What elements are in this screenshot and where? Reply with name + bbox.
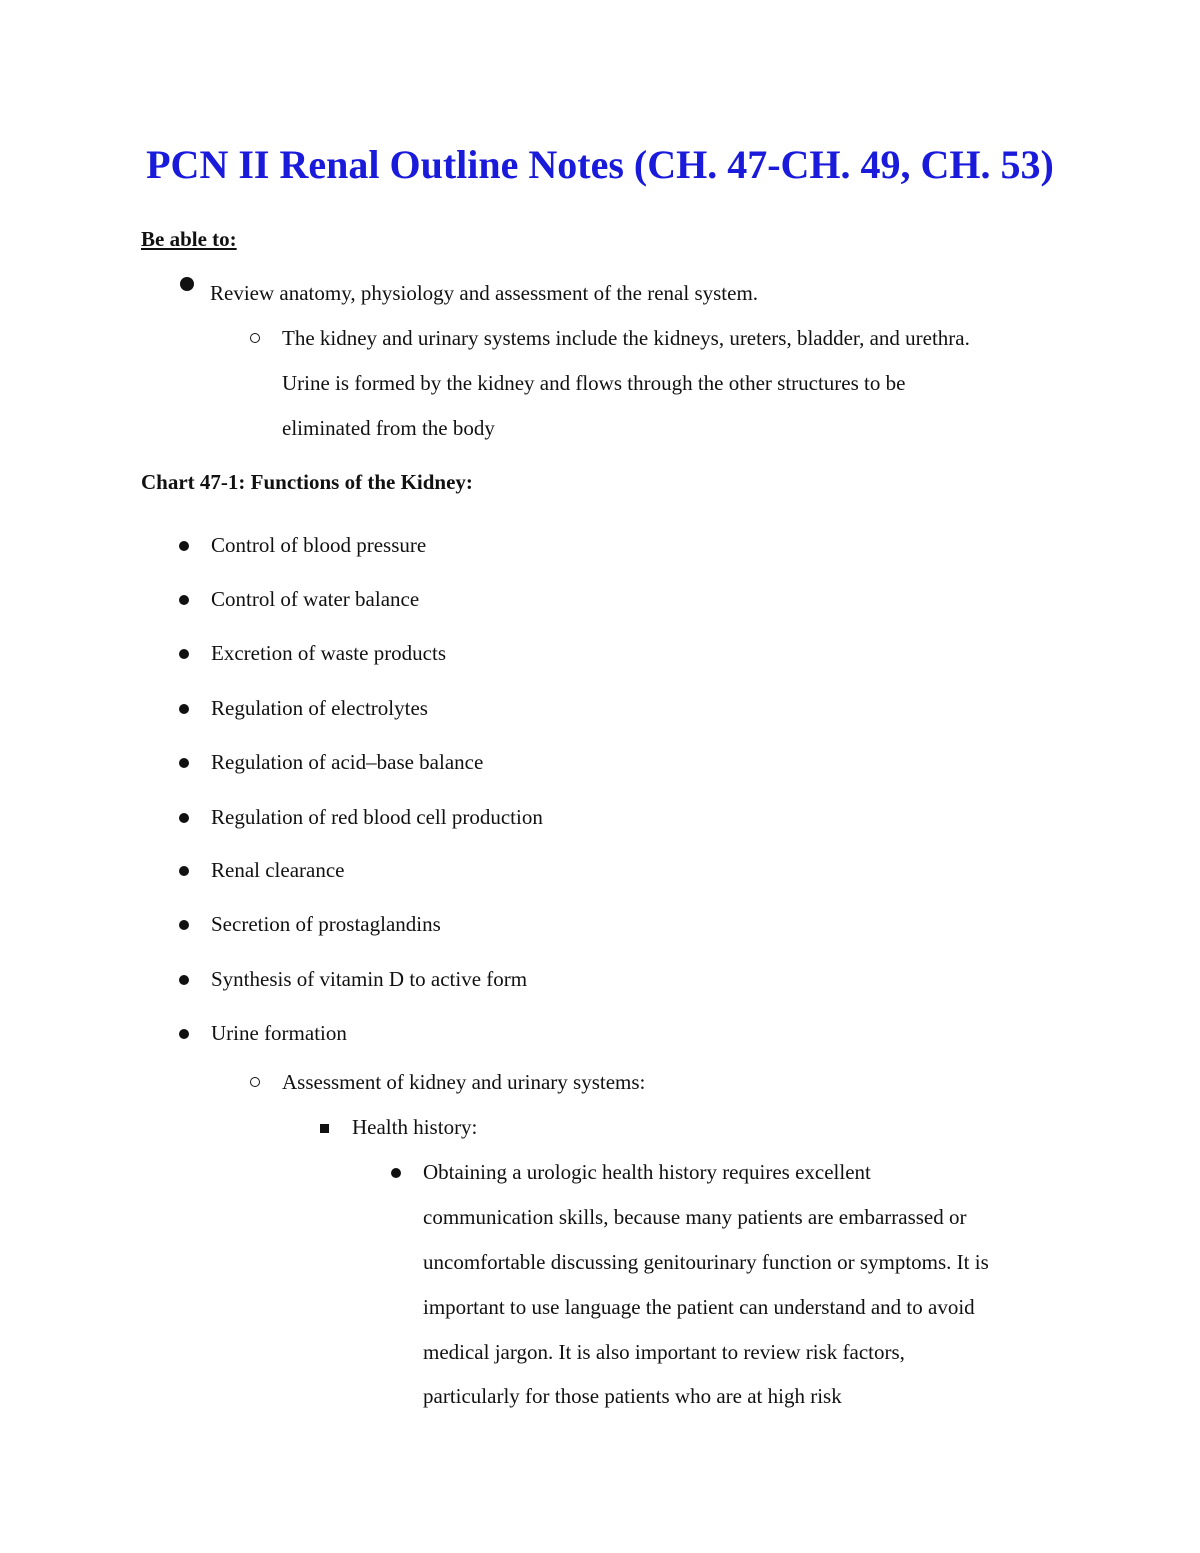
function-item: Control of water balance <box>211 587 420 611</box>
function-item: Control of blood pressure <box>211 533 427 557</box>
disc-bullet-icon <box>391 1168 401 1178</box>
function-item: Regulation of red blood cell production <box>211 805 543 829</box>
be-able-to-heading: Be able to: <box>141 227 237 251</box>
function-item: Regulation of acid–base balance <box>211 750 484 774</box>
disc-bullet-icon <box>179 704 189 714</box>
disc-bullet-icon <box>179 866 189 876</box>
disc-bullet-icon <box>179 595 189 605</box>
kidney-note-line-3: eliminated from the body <box>282 416 495 440</box>
disc-bullet-icon <box>180 277 194 291</box>
disc-bullet-icon <box>179 649 189 659</box>
disc-bullet-icon <box>179 541 189 551</box>
circle-bullet-icon <box>250 1077 260 1087</box>
kidney-note-line-1: The kidney and urinary systems include the kidneys, ureters, bladder, and urethra. <box>282 326 970 350</box>
function-item: Urine formation <box>211 1021 347 1045</box>
health-history-line-4: important to use language the patient can understand and to avoid <box>423 1295 975 1319</box>
disc-bullet-icon <box>179 975 189 985</box>
health-history-line-2: communication skills, because many patients are embarrassed or <box>423 1205 967 1229</box>
disc-bullet-icon <box>179 813 189 823</box>
chart-heading: Chart 47-1: Functions of the Kidney: <box>141 470 473 494</box>
health-history-item: Health history: <box>352 1115 478 1139</box>
function-item: Renal clearance <box>211 858 345 882</box>
function-item: Excretion of waste products <box>211 641 447 665</box>
health-history-line-3: uncomfortable discussing genitourinary function or symptoms. It is <box>423 1250 989 1274</box>
page-title: PCN II Renal Outline Notes (CH. 47-CH. 49, CH. 53) <box>146 142 1054 187</box>
function-item: Synthesis of vitamin D to active form <box>211 967 528 991</box>
square-bullet-icon <box>320 1124 329 1133</box>
disc-bullet-icon <box>179 1029 189 1039</box>
health-history-line-6: particularly for those patients who are at high risk <box>423 1384 842 1408</box>
kidney-note-line-2: Urine is formed by the kidney and flows through the other structures to be <box>282 371 906 395</box>
assessment-item: Assessment of kidney and urinary systems: <box>282 1070 646 1094</box>
health-history-line-5: medical jargon. It is also important to review risk factors, <box>423 1340 905 1364</box>
health-history-line-1: Obtaining a urologic health history requires excellent <box>423 1160 871 1184</box>
circle-bullet-icon <box>250 333 260 343</box>
review-item: Review anatomy, physiology and assessment of the renal system. <box>210 281 759 305</box>
function-item: Secretion of prostaglandins <box>211 912 441 936</box>
disc-bullet-icon <box>179 758 189 768</box>
disc-bullet-icon <box>179 920 189 930</box>
function-item: Regulation of electrolytes <box>211 696 428 720</box>
